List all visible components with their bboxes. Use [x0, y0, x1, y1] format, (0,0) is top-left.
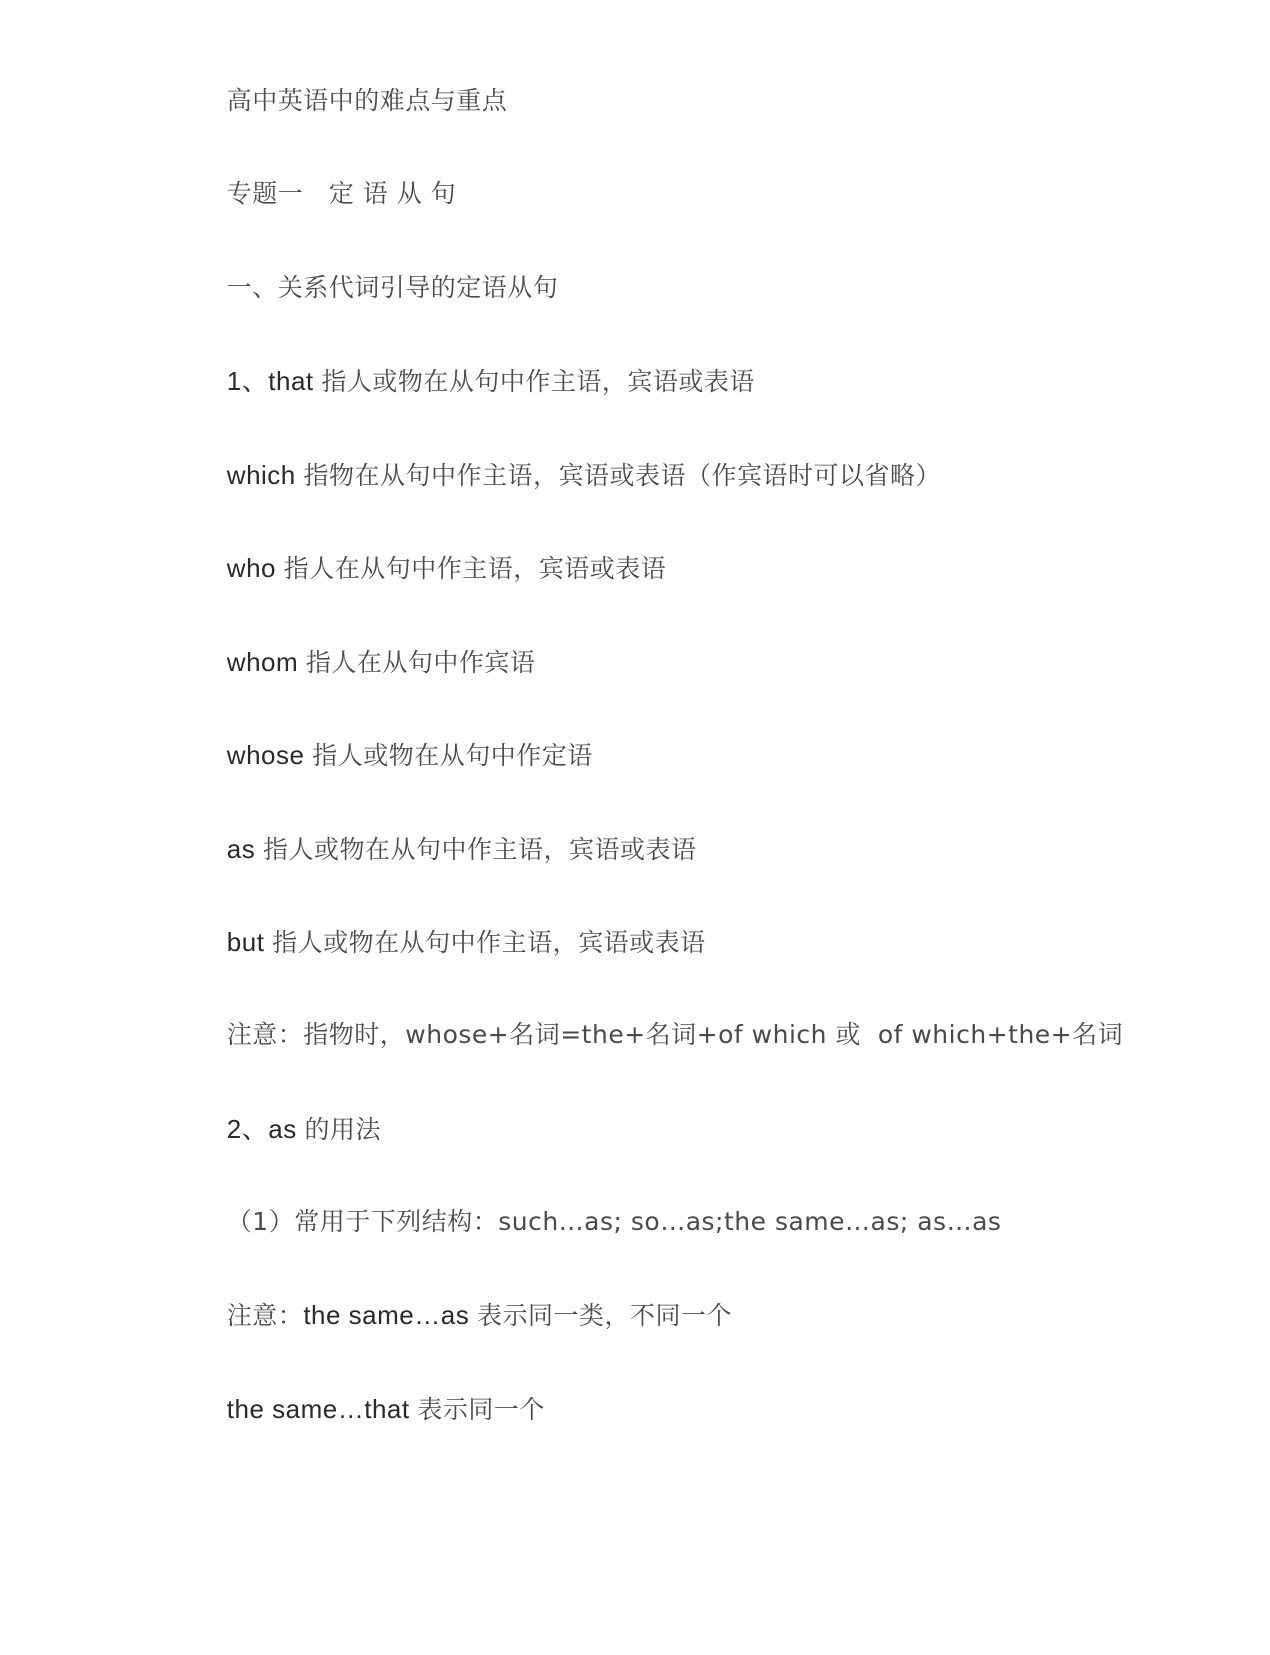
pronoun-description: 指人或物在从句中作定语 [312, 741, 593, 770]
as-structures-text: （1）常用于下列结构：such…as; so…as;the same…as; as…as [226, 1207, 1002, 1236]
document-title [193, 50, 507, 152]
pronoun-term: whom [226, 647, 306, 677]
section-heading [193, 237, 558, 339]
pronoun-line-but [193, 891, 706, 994]
pronoun-line-which [193, 424, 941, 527]
section-heading-text: 一、关系代词引导的定语从句 [226, 273, 559, 302]
as-structures-line [193, 1171, 1001, 1273]
note-same-as [193, 1264, 732, 1367]
same-that-term: the same…that [226, 1394, 418, 1424]
pronoun-term: as [226, 834, 263, 864]
pronoun-term: 1、that [226, 366, 322, 396]
title-text: 高中英语中的难点与重点 [226, 86, 508, 115]
note-whose-text: 注意：指物时，whose+名词=the+名词+of which 或 of which+the+名词 [226, 1020, 1124, 1049]
pronoun-description: 指人或物在从句中作主语，宾语或表语 [262, 835, 697, 864]
pronoun-description: 指人或物在从句中作主语，宾语或表语 [272, 928, 706, 957]
subsection-as-label: 的用法 [304, 1115, 381, 1144]
note-same-as-term: the same…as [303, 1300, 477, 1330]
pronoun-line-whose [193, 704, 593, 807]
pronoun-term: whose [226, 740, 313, 770]
pronoun-description: 指物在从句中作主语，宾语或表语（作宾语时可以省略） [303, 461, 942, 490]
pronoun-term: who [226, 553, 284, 583]
pronoun-term: which [226, 460, 304, 490]
pronoun-description: 指人在从句中作宾语 [305, 648, 536, 677]
pronoun-line-whom [193, 611, 535, 714]
topic-heading [193, 143, 456, 245]
same-that-description: 表示同一个 [417, 1395, 545, 1424]
note-prefix: 注意： [226, 1301, 304, 1330]
note-whose [193, 984, 1123, 1086]
note-same-as-description: 表示同一类，不同一个 [476, 1301, 732, 1330]
pronoun-term: but [226, 927, 273, 957]
pronoun-line-who [193, 517, 666, 620]
subsection-as-usage [193, 1078, 381, 1181]
subsection-as-term: 2、as [226, 1114, 305, 1144]
same-that-line [193, 1358, 545, 1461]
topic-heading-text: 专题一 定 语 从 句 [226, 179, 457, 208]
pronoun-description: 指人在从句中作主语，宾语或表语 [283, 554, 667, 583]
pronoun-line-that [193, 330, 755, 433]
pronoun-description: 指人或物在从句中作主语，宾语或表语 [321, 367, 755, 396]
pronoun-line-as [193, 798, 697, 901]
